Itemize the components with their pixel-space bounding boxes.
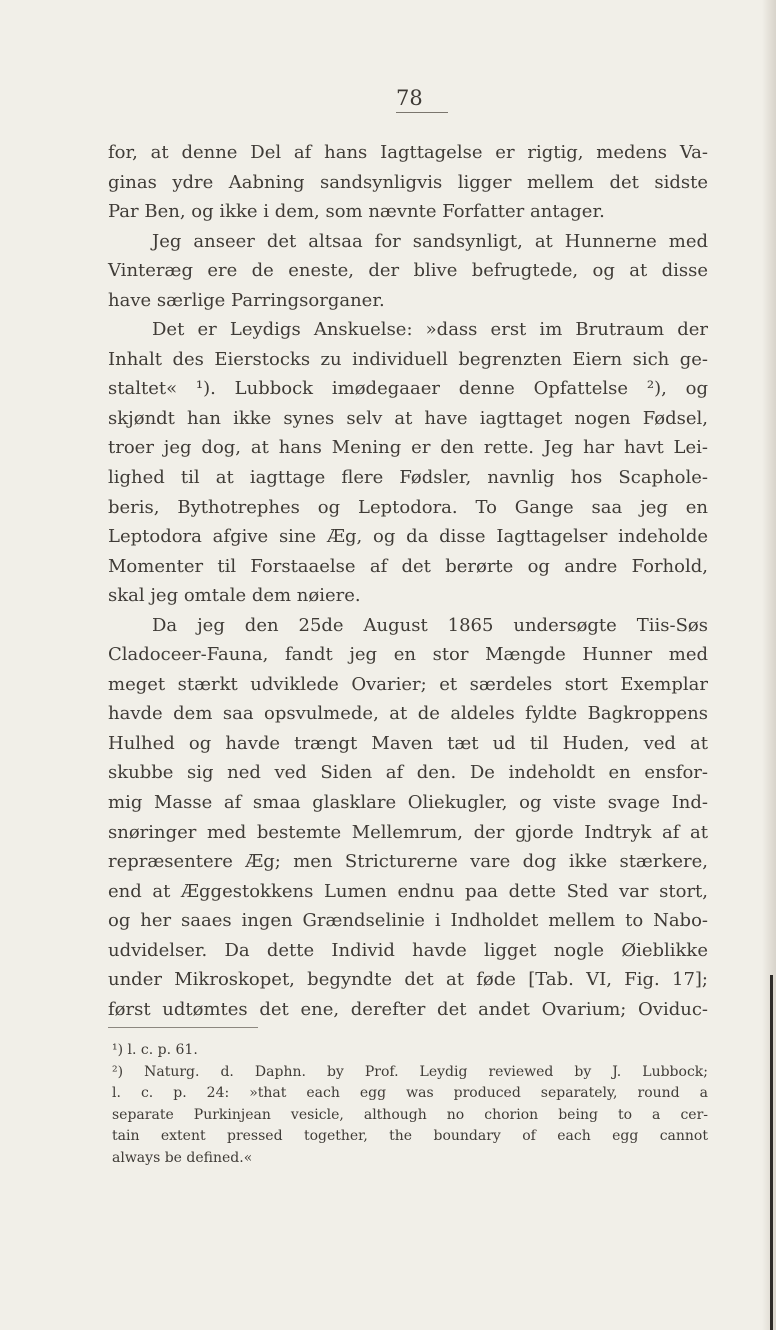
footnote-line: tain extent pressed together, the boundary of each egg cannot: [112, 1128, 708, 1144]
text-line: have særlige Parringsorganer.: [108, 289, 385, 311]
text-line: snøringer med bestemte Mellemrum, der gjorde Indtryk af at: [108, 821, 708, 843]
text-line: Da jeg den 25de August 1865 undersøgte Tiis-Søs: [152, 614, 708, 636]
text-line: Momenter til Forstaaelse af det berørte og andre Forhold,: [108, 555, 708, 577]
body-text: [108, 138, 708, 1024]
text-line: end at Æggestokkens Lumen endnu paa dette Sted var stort,: [108, 880, 708, 902]
text-line: havde dem saa opsvulmede, at de aldeles fyldte Bagkroppens: [108, 703, 708, 725]
footnote-line: ²) Naturg. d. Daphn. by Prof. Leydig reviewed by J. Lubbock;: [112, 1063, 708, 1080]
text-line: Inhalt des Eierstocks zu individuell begrenzten Eiern sich ge-: [108, 348, 708, 370]
text-line: troer jeg dog, at hans Mening er den rette. Jeg har havt Lei-: [108, 437, 708, 459]
text-line: under Mikroskopet, begyndte det at føde [Tab. VI, Fig. 17];: [108, 969, 708, 991]
footnote-line: ¹) l. c. p. 61.: [112, 1042, 198, 1058]
text-line: udvidelser. Da dette Individ havde ligget nogle Øieblikke: [108, 939, 708, 961]
footnote-line: always be defined.«: [112, 1149, 253, 1166]
page-edge-line: [770, 975, 773, 1330]
text-line: Jeg anseer det altsaa for sandsynligt, at Hunnerne med: [152, 230, 708, 252]
text-line: Hulhed og havde trængt Maven tæt ud til Huden, ved at: [108, 732, 708, 754]
footnote-line: separate Purkinjean vesicle, although no chorion being to a cer-: [112, 1106, 708, 1123]
text-line: skal jeg omtale dem nøiere.: [108, 585, 361, 607]
footnotes: [112, 1040, 708, 1169]
footnote-line: l. c. p. 24: »that each egg was produced separately, round a: [112, 1085, 708, 1101]
footnote-divider: [108, 1027, 258, 1028]
text-line: beris, Bythotrephes og Leptodora. To Gange saa jeg en: [108, 496, 708, 518]
text-line: skubbe sig ned ved Siden af den. De indeholdt en ensfor-: [108, 762, 708, 784]
page-edge-shadow: [762, 0, 776, 1330]
text-line: staltet« ¹). Lubbock imødegaaer denne Opfattelse ²), og: [108, 378, 708, 400]
text-line: for, at denne Del af hans Iagttagelse er rigtig, medens Va-: [108, 142, 708, 163]
text-line: skjøndt han ikke synes selv at have iagttaget nogen Fødsel,: [108, 407, 708, 429]
page-number: 78: [396, 86, 448, 113]
text-line: meget stærkt udviklede Ovarier; et særdeles stort Exemplar: [108, 673, 708, 695]
text-line: Leptodora afgive sine Æg, og da disse Iagttagelser indeholde: [108, 526, 708, 548]
text-line: ginas ydre Aabning sandsynligvis ligger mellem det sidste: [108, 171, 708, 193]
text-line: Vinteræg ere de eneste, der blive befrugtede, og at disse: [108, 260, 708, 282]
text-line: først udtømtes det ene, derefter det andet Ovarium; Oviduc-: [108, 998, 708, 1020]
text-line: mig Masse af smaa glasklare Oliekugler, og viste svage Ind-: [108, 792, 708, 814]
text-line: Par Ben, og ikke i dem, som nævnte Forfatter antager.: [108, 201, 605, 223]
text-line: lighed til at iagttage flere Fødsler, navnlig hos Scaphole-: [108, 467, 708, 489]
text-line: og her saaes ingen Grændselinie i Indholdet mellem to Nabo-: [108, 910, 708, 932]
text-line: Det er Leydigs Anskuelse: »dass erst im Brutraum der: [152, 319, 708, 341]
text-line: Cladoceer-Fauna, fandt jeg en stor Mængde Hunner med: [108, 644, 708, 666]
text-line: repræsentere Æg; men Stricturerne vare dog ikke stærkere,: [108, 851, 708, 873]
